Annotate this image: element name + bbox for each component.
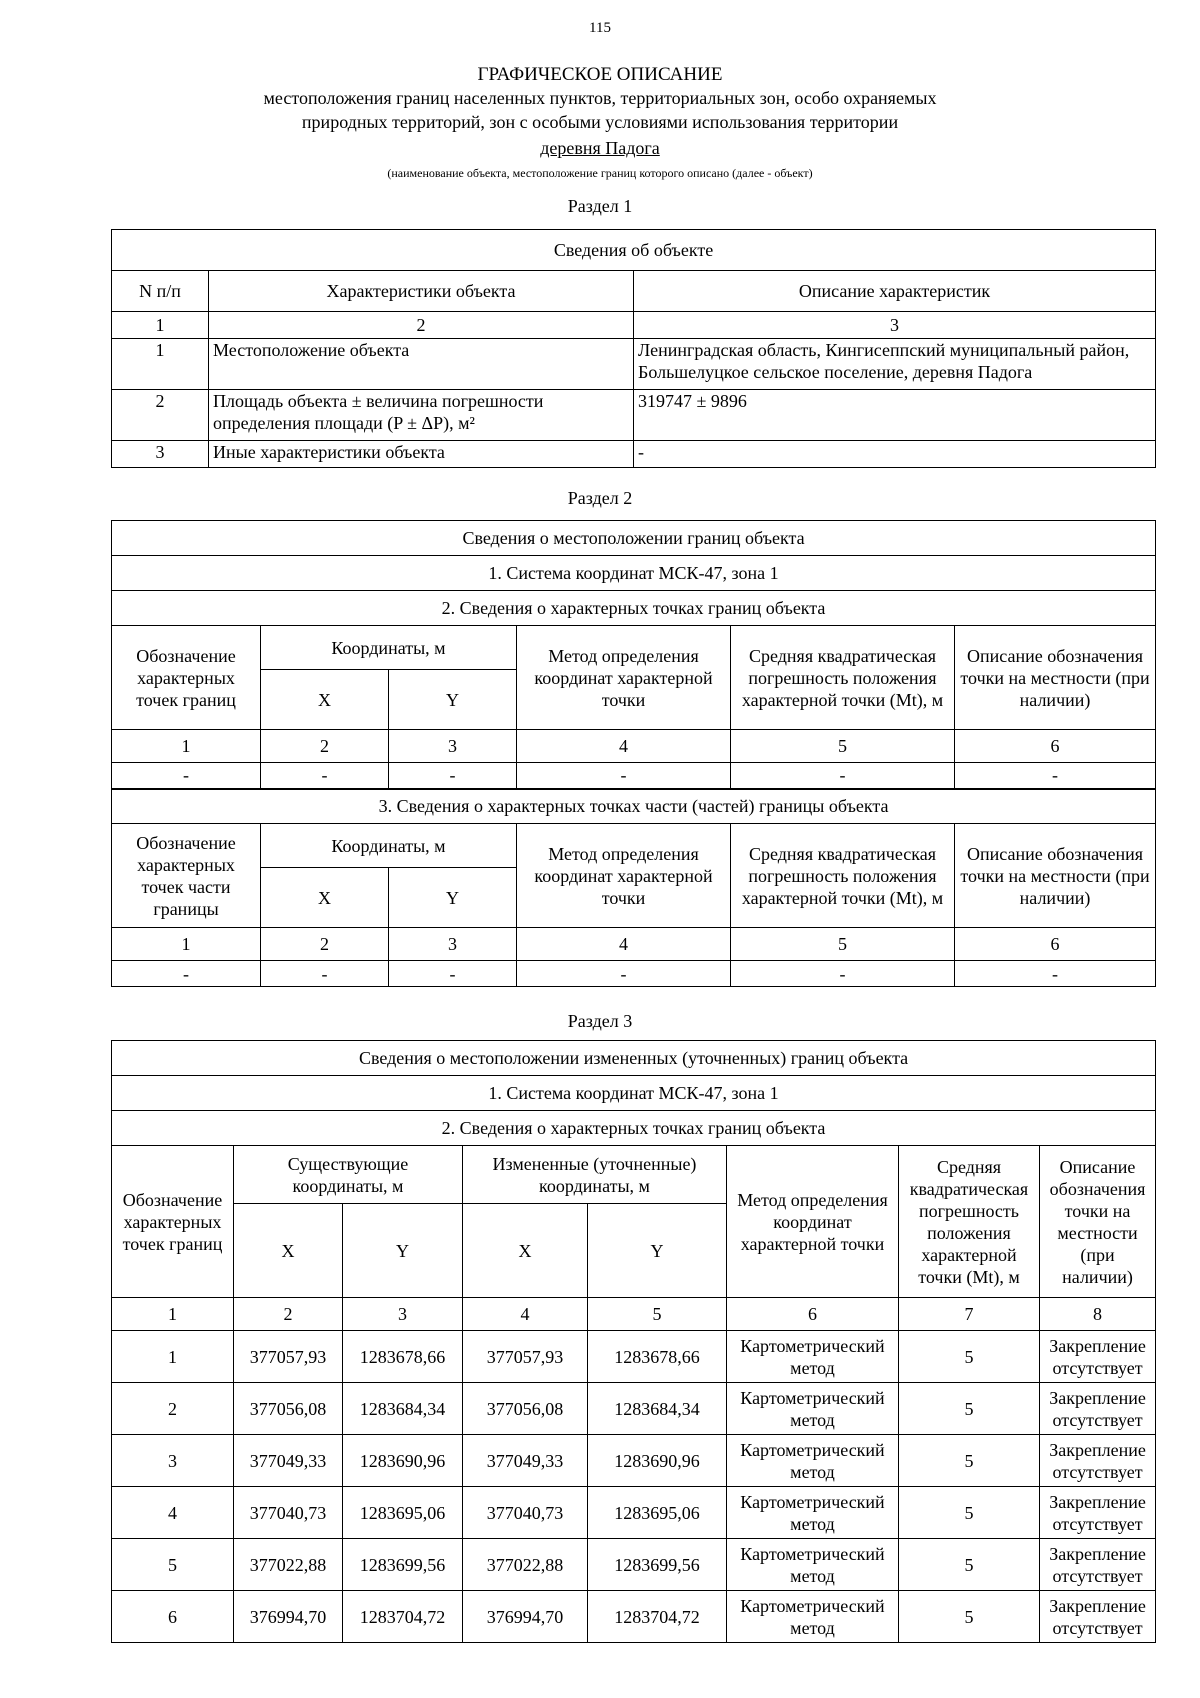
table-cell: - (389, 763, 517, 789)
point-number: 6 (112, 1591, 234, 1643)
table-row (112, 1435, 1156, 1487)
method: Картометрический метод (727, 1331, 899, 1383)
characteristic-name: Иные характеристики объекта (209, 441, 634, 468)
table-cell: - (517, 961, 731, 987)
changed-x: 377056,08 (463, 1383, 588, 1435)
table-cell: - (731, 961, 955, 987)
column-header: X (463, 1204, 588, 1298)
column-number: 1 (112, 730, 261, 763)
section-3-label: Раздел 3 (567, 1011, 633, 1031)
table-row (112, 1383, 1156, 1435)
table-cell: - (261, 763, 389, 789)
method: Картометрический метод (727, 1383, 899, 1435)
column-header: X (234, 1204, 343, 1298)
column-number: 3 (389, 928, 517, 961)
column-number: 6 (955, 730, 1156, 763)
row-number: 2 (112, 390, 209, 441)
changed-y: 1283695,06 (588, 1487, 727, 1539)
changed-x: 377057,93 (463, 1331, 588, 1383)
point-description: Закрепление отсутствует (1040, 1435, 1156, 1487)
column-number: 2 (261, 928, 389, 961)
changed-y: 1283704,72 (588, 1591, 727, 1643)
coord-system: 1. Система координат МСК-47, зона 1 (112, 556, 1156, 591)
table-row (112, 1591, 1156, 1643)
column-number: 4 (517, 730, 731, 763)
method: Картометрический метод (727, 1487, 899, 1539)
column-number: 7 (899, 1298, 1040, 1331)
table-row (112, 1539, 1156, 1591)
page-number: 115 (589, 20, 611, 36)
column-number: 6 (727, 1298, 899, 1331)
changed-y: 1283678,66 (588, 1331, 727, 1383)
section-2-label: Раздел 2 (567, 488, 633, 508)
column-number: 1 (112, 928, 261, 961)
table-cell: - (389, 961, 517, 987)
column-number: 3 (634, 312, 1156, 339)
subsection-title: 3. Сведения о характерных точках части (частей) границы объекта (112, 789, 1156, 824)
column-header: X (261, 670, 389, 730)
column-number: 1 (112, 1298, 234, 1331)
column-number: 1 (112, 312, 209, 339)
column-header: Y (389, 868, 517, 928)
mt-error: 5 (899, 1539, 1040, 1591)
column-header: Обозначение характерных точек части границы (112, 824, 261, 928)
table-row (112, 763, 1156, 789)
column-header: Y (343, 1204, 463, 1298)
document-title: ГРАФИЧЕСКОЕ ОПИСАНИЕ (477, 64, 723, 85)
characteristic-name: Площадь объекта ± величина погрешности определения площади (P ± ΔP), м² (209, 390, 634, 441)
point-number: 3 (112, 1435, 234, 1487)
document-subtitle-line1: местоположения границ населенных пунктов, территориальных зон, особо охраняемых (263, 88, 937, 108)
subsection-title: 2. Сведения о характерных точках границ объекта (112, 1111, 1156, 1146)
mt-error: 5 (899, 1383, 1040, 1435)
object-name-note: (наименование объекта, местоположение границ которого описано (далее - объект) (387, 166, 813, 180)
column-header: Характеристики объекта (209, 271, 634, 312)
column-header: Измененные (уточненные) координаты, м (463, 1146, 727, 1204)
column-number: 2 (234, 1298, 343, 1331)
column-header: Метод определения координат характерной точки (727, 1146, 899, 1298)
existing-y: 1283678,66 (343, 1331, 463, 1383)
existing-x: 377022,88 (234, 1539, 343, 1591)
section-1-label: Раздел 1 (567, 196, 633, 216)
column-header: Средняя квадратическая погрешность положения характерной точки (Mt), м (731, 626, 955, 730)
point-description: Закрепление отсутствует (1040, 1331, 1156, 1383)
column-header: Обозначение характерных точек границ (112, 1146, 234, 1298)
column-number: 8 (1040, 1298, 1156, 1331)
table-cell: - (112, 961, 261, 987)
table-row (112, 1487, 1156, 1539)
column-header: Координаты, м (261, 626, 517, 670)
changed-y: 1283690,96 (588, 1435, 727, 1487)
row-number: 3 (112, 441, 209, 468)
point-description: Закрепление отсутствует (1040, 1539, 1156, 1591)
changed-y: 1283699,56 (588, 1539, 727, 1591)
existing-y: 1283704,72 (343, 1591, 463, 1643)
table-row (112, 961, 1156, 987)
table-row (112, 1331, 1156, 1383)
table-title: Сведения об объекте (112, 230, 1156, 271)
column-number: 4 (463, 1298, 588, 1331)
column-header: Описание обозначения точки на местности (при наличии) (955, 626, 1156, 730)
method: Картометрический метод (727, 1435, 899, 1487)
column-number: 5 (731, 730, 955, 763)
changed-x: 377040,73 (463, 1487, 588, 1539)
column-header: Y (389, 670, 517, 730)
existing-y: 1283699,56 (343, 1539, 463, 1591)
changed-x: 377049,33 (463, 1435, 588, 1487)
table-cell: - (261, 961, 389, 987)
point-number: 2 (112, 1383, 234, 1435)
mt-error: 5 (899, 1591, 1040, 1643)
point-number: 1 (112, 1331, 234, 1383)
existing-y: 1283695,06 (343, 1487, 463, 1539)
column-header: N п/п (112, 271, 209, 312)
column-header: Обозначение характерных точек границ (112, 626, 261, 730)
column-header: Средняя квадратическая погрешность положения характерной точки (Mt), м (899, 1146, 1040, 1298)
existing-x: 377057,93 (234, 1331, 343, 1383)
point-description: Закрепление отсутствует (1040, 1591, 1156, 1643)
existing-y: 1283690,96 (343, 1435, 463, 1487)
table-title: Сведения о местоположении границ объекта (112, 521, 1156, 556)
column-number: 2 (209, 312, 634, 339)
column-number: 3 (343, 1298, 463, 1331)
mt-error: 5 (899, 1487, 1040, 1539)
column-number: 4 (517, 928, 731, 961)
mt-error: 5 (899, 1331, 1040, 1383)
coord-system: 1. Система координат МСК-47, зона 1 (112, 1076, 1156, 1111)
point-description: Закрепление отсутствует (1040, 1383, 1156, 1435)
column-number: 6 (955, 928, 1156, 961)
column-header: Координаты, м (261, 824, 517, 868)
method: Картометрический метод (727, 1539, 899, 1591)
column-header: Описание обозначения точки на местности (при наличии) (1040, 1146, 1156, 1298)
changed-x: 376994,70 (463, 1591, 588, 1643)
column-header: Метод определения координат характерной точки (517, 824, 731, 928)
changed-x: 377022,88 (463, 1539, 588, 1591)
table-row (112, 390, 1156, 441)
column-header: X (261, 868, 389, 928)
table-row (112, 339, 1156, 390)
characteristic-value: - (634, 441, 1156, 468)
column-header: Средняя квадратическая погрешность положения характерной точки (Mt), м (731, 824, 955, 928)
existing-x: 377049,33 (234, 1435, 343, 1487)
table-cell: - (955, 763, 1156, 789)
table-cell: - (112, 763, 261, 789)
existing-x: 377040,73 (234, 1487, 343, 1539)
method: Картометрический метод (727, 1591, 899, 1643)
table-cell: - (517, 763, 731, 789)
table-cell: - (731, 763, 955, 789)
column-number: 5 (588, 1298, 727, 1331)
object-info-table (111, 229, 1156, 468)
column-number: 2 (261, 730, 389, 763)
characteristic-name: Местоположение объекта (209, 339, 634, 390)
existing-y: 1283684,34 (343, 1383, 463, 1435)
column-number: 5 (731, 928, 955, 961)
boundary-location-table (111, 520, 1156, 987)
column-header: Существующие координаты, м (234, 1146, 463, 1204)
column-header: Y (588, 1204, 727, 1298)
characteristic-value: Ленинградская область, Кингисеппский муниципальный район, Большелуцкое сельское поселение, деревня Падога (634, 339, 1156, 390)
column-header: Метод определения координат характерной точки (517, 626, 731, 730)
column-header: Описание характеристик (634, 271, 1156, 312)
point-number: 5 (112, 1539, 234, 1591)
mt-error: 5 (899, 1435, 1040, 1487)
column-number: 3 (389, 730, 517, 763)
column-header: Описание обозначения точки на местности (при наличии) (955, 824, 1156, 928)
row-number: 1 (112, 339, 209, 390)
table-row (112, 441, 1156, 468)
existing-x: 376994,70 (234, 1591, 343, 1643)
subsection-title: 2. Сведения о характерных точках границ объекта (112, 591, 1156, 626)
document-subtitle-line2: природных территорий, зон с особыми условиями использования территории (301, 112, 899, 132)
existing-x: 377056,08 (234, 1383, 343, 1435)
changed-boundary-table (111, 1040, 1156, 1643)
changed-y: 1283684,34 (588, 1383, 727, 1435)
object-name: деревня Падога (540, 138, 660, 158)
characteristic-value: 319747 ± 9896 (634, 390, 1156, 441)
table-title: Сведения о местоположении измененных (уточненных) границ объекта (112, 1041, 1156, 1076)
table-cell: - (955, 961, 1156, 987)
point-number: 4 (112, 1487, 234, 1539)
point-description: Закрепление отсутствует (1040, 1487, 1156, 1539)
